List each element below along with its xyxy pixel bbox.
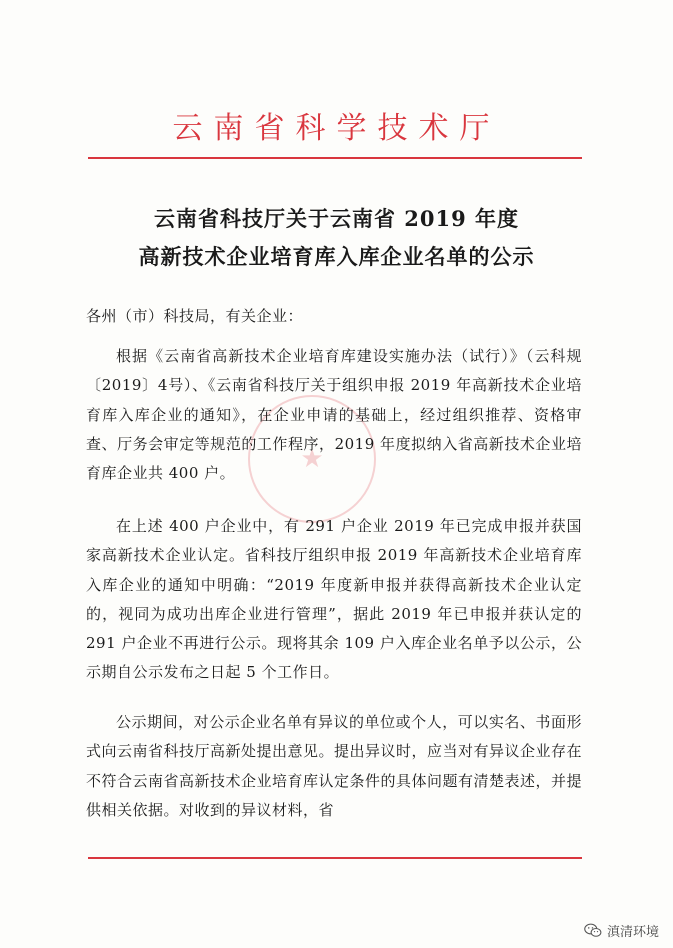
source-watermark [584,921,659,940]
body-paragraph [86,512,582,688]
paragraph-text: 在上述 400 户企业中，有 291 户企业 2019 年已完成申报并获国家高新技术企业认定。省科技厅组织申报 2019 年高新技术企业培育库入库企业的通知中明确：“2019 年度新申报并获得高新技术企业认定的，视同为成功出库企业进行管理”，据此 2019 年已申报并获认定的 291 户企业不再进行公示。现将其余 109 户入库企业名单予以公示，公示期自公示发布之日起 5 个工作日。 [86,517,582,682]
document-title-line-1: 云南省科技厅关于云南省 2019 年度 [153,206,520,231]
paragraph-text: 公示期间，对公示企业名单有异议的单位或个人，可以实名、书面形式向云南省科技厅高新处提出意见。提出异议时，应当对有异议企业存在不符合云南省高新技术企业培育库认定条件的具体问题有清楚表述，并提供相关依据。对收到的异议材料，省 [86,713,583,819]
salutation: 各州（市）科技局，有关企业： [86,307,304,325]
seal-star-icon: ★ [300,444,324,474]
body-paragraph [86,342,582,488]
red-divider-top [88,157,582,159]
red-divider-bottom [88,857,582,859]
wechat-icon [584,923,602,938]
issuing-org-header: 云南省科学技术厅 [172,111,501,146]
body-paragraph [86,708,582,825]
document-title-line-2: 高新技术企业培育库入库企业名单的公示 [138,244,535,269]
watermark-label: 滇清环境 [606,925,659,940]
paragraph-text: 根据《云南省高新技术企业培育库建设实施办法（试行）》（云科规〔2019〕4号）、《云南省科技厅关于组织申报 2019 年高新技术企业培育库入库企业的通知》，在企业申请的基础上，经过组织推荐、资格审查、厅务会审定等规范的工作程序，2019 年度拟纳入省高新技术企业培育库企业共 400 户。 [86,347,582,483]
